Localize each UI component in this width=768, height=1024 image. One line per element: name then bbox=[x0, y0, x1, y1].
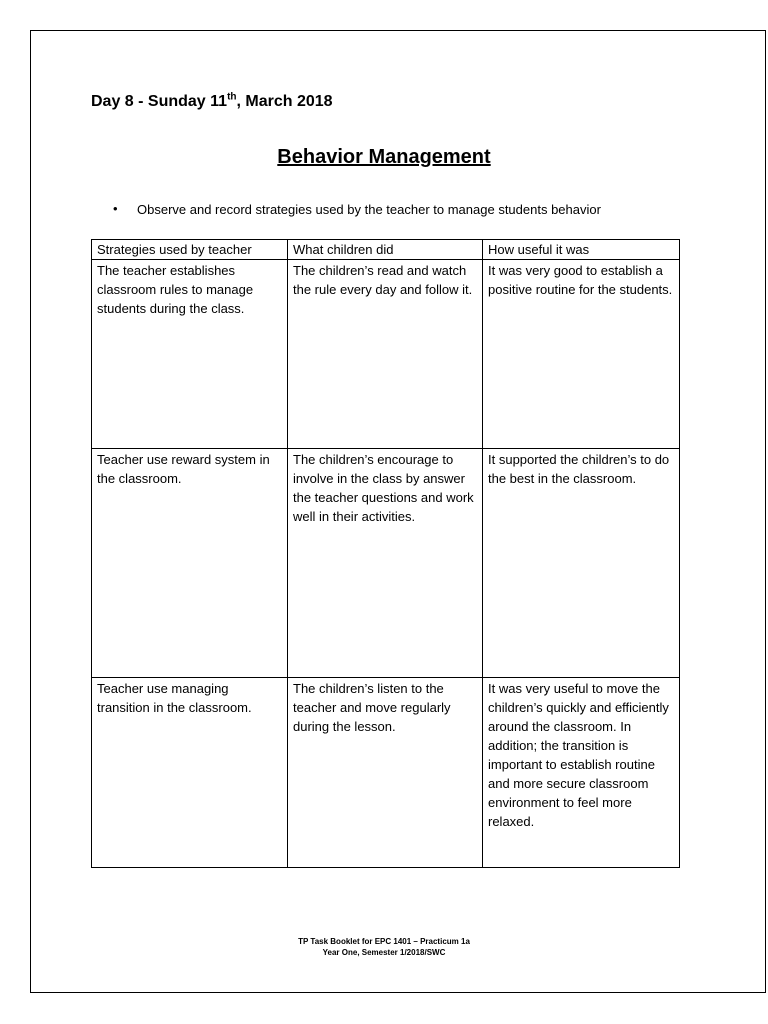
table-cell-strategy: The teacher establishes classroom rules to manage students during the class. bbox=[92, 260, 288, 449]
page-footer bbox=[0, 936, 768, 958]
table-cell-children: The children’s encourage to involve in the class by answer the teacher questions and work well in their activities. bbox=[288, 449, 483, 678]
day-heading-superscript: th bbox=[227, 91, 237, 103]
table-cell-children: The children’s read and watch the rule every day and follow it. bbox=[288, 260, 483, 449]
observation-table bbox=[91, 239, 680, 868]
bullet-icon: • bbox=[113, 201, 118, 216]
footer-line-1: TP Task Booklet for EPC 1401 – Practicum 1a bbox=[298, 937, 470, 946]
table-row bbox=[92, 260, 680, 449]
table-cell-usefulness: It was very good to establish a positive routine for the students. bbox=[483, 260, 680, 449]
column-header-strategies: Strategies used by teacher bbox=[92, 240, 288, 260]
instruction-text: Observe and record strategies used by the teacher to manage students behavior bbox=[137, 202, 601, 217]
table-cell-usefulness: It supported the children’s to do the best in the classroom. bbox=[483, 449, 680, 678]
page-title: Behavior Management bbox=[277, 146, 491, 168]
footer-line-2: Year One, Semester 1/2018/SWC bbox=[322, 948, 446, 957]
day-heading-prefix: Day 8 - Sunday 11 bbox=[91, 93, 228, 110]
day-heading-suffix: , March 2018 bbox=[236, 93, 333, 110]
table-row bbox=[92, 449, 680, 678]
column-header-children: What children did bbox=[288, 240, 483, 260]
table-header-row bbox=[92, 240, 680, 260]
page-title-container bbox=[0, 146, 768, 169]
table-cell-strategy: Teacher use reward system in the classroom. bbox=[92, 449, 288, 678]
column-header-usefulness: How useful it was bbox=[483, 240, 680, 260]
day-heading bbox=[91, 93, 333, 111]
table-row bbox=[92, 678, 680, 868]
table-cell-usefulness: It was very useful to move the children’s quickly and efficiently around the classroom. In addition; the transition is important to establish routine and more secure classroom environment to feel more relaxed. bbox=[483, 678, 680, 868]
table-cell-strategy: Teacher use managing transition in the classroom. bbox=[92, 678, 288, 868]
table-cell-children: The children’s listen to the teacher and move regularly during the lesson. bbox=[288, 678, 483, 868]
